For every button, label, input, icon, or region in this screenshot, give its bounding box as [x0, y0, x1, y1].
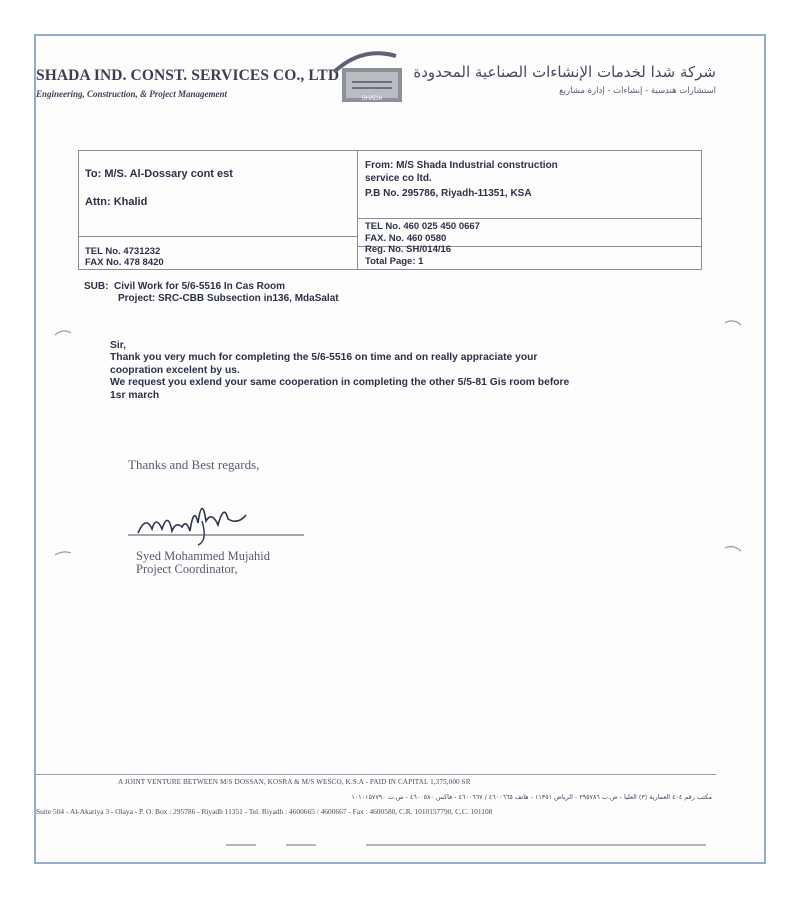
letter-body [110, 340, 670, 402]
signatory [136, 550, 270, 576]
company-tagline-arabic: استشارات هندسية - إنشاءات - إدارة مشاريع [559, 86, 716, 96]
body-line-3: We request you exlend your same cooperation in completing the other 5/5-81 Gis room before [110, 377, 570, 389]
sender-address: P.B No. 295786, Riyadh-11351, KSA [365, 188, 532, 199]
address-table-divider [357, 151, 358, 269]
footer-joint-venture: A JOINT VENTURE BETWEEN M/S DOSSAN, KOSRA & M/S WESCO, K.S.A - PAID IN CAPITAL 1,375,000 SR [118, 778, 471, 786]
recipient: To: M/S. Al-Dossary cont est [85, 168, 233, 180]
company-name-arabic: شركة شدا لخدمات الإنشاءات الصناعية المحدودة [413, 63, 716, 81]
scan-edge-line [226, 844, 726, 846]
sender-line-1: From: M/S Shada Industrial construction [365, 160, 558, 171]
margin-mark-right-2 [724, 544, 742, 552]
footer-divider [36, 774, 716, 775]
logo-text: SHADA [361, 96, 383, 102]
handwritten-signature [128, 485, 308, 549]
closing-thanks: Thanks and Best regards, [128, 457, 260, 472]
sender-contact [365, 221, 480, 267]
salutation: Sir, [110, 340, 127, 351]
company-name-english: SHADA IND. CONST. SERVICES CO., LTD [36, 67, 340, 84]
subject-text: Civil Work for 5/6-5516 In Cas Room [114, 281, 285, 292]
company-tagline-english: Engineering, Construction, & Project Management [36, 89, 228, 99]
subject-project: Project: SRC-CBB Subsection in136, MdaSalat [118, 293, 339, 304]
signatory-title: Project Coordinator, [136, 562, 238, 576]
total-pages: Total Page: 1 [365, 255, 424, 267]
signatory-name: Syed Mohammed Mujahid [136, 549, 271, 563]
body-line-2: coopration excelent by us. [110, 364, 240, 376]
letter-page [34, 34, 766, 864]
recipient-tel: TEL No. 4731232 [85, 246, 161, 257]
reference-number: Reg. No. SH/014/16 [365, 244, 452, 255]
body-line-1: Thank you very much for completing the 5/6-5516 on time and on really appraciate your [110, 352, 538, 364]
body-line-4: 1sr march [110, 389, 160, 401]
recipient-fax: FAX No. 478 8420 [85, 257, 164, 268]
subject-label: SUB: [84, 281, 109, 292]
recipient-contact [85, 246, 164, 268]
subject [84, 280, 285, 293]
margin-mark-left-2 [54, 549, 72, 557]
footer-address-arabic: مكتب رقم ٤٠٤ العمارية (٣) العليا - ص.ب ٢٩٥٧٨٦ - الرياض ١١٣٥١ - هاتف ٤٦٠٠٦٦٥ / ٤٦٠٠٦٦٧ - فاكس ٤٦٠٠٥٨٠ - س.ت ١٠١٠١٥٧٧٩٠ [351, 793, 712, 801]
left-divider [79, 236, 357, 237]
margin-mark-left [54, 328, 72, 336]
right-divider-top [357, 218, 701, 219]
sender-fax: FAX. No. 460 0580 [365, 232, 447, 244]
sender [365, 159, 665, 200]
margin-mark-right [724, 318, 742, 326]
sender-line-2: service co ltd. [365, 173, 432, 184]
attention: Attn: Khalid [85, 196, 148, 208]
footer-address-english: Suite 504 - Al-Akariya 3 - Olaya - P. O. Box : 295786 - Riyadh 11351 - Tel. Riyadh : 4600665 / 4600667 - Fax : 4600580, C.R. 1010157790, C.C. 101108 [36, 807, 493, 816]
address-table [78, 150, 702, 270]
sender-tel: TEL No. 460 025 450 0667 [365, 221, 480, 232]
company-logo [332, 44, 422, 106]
